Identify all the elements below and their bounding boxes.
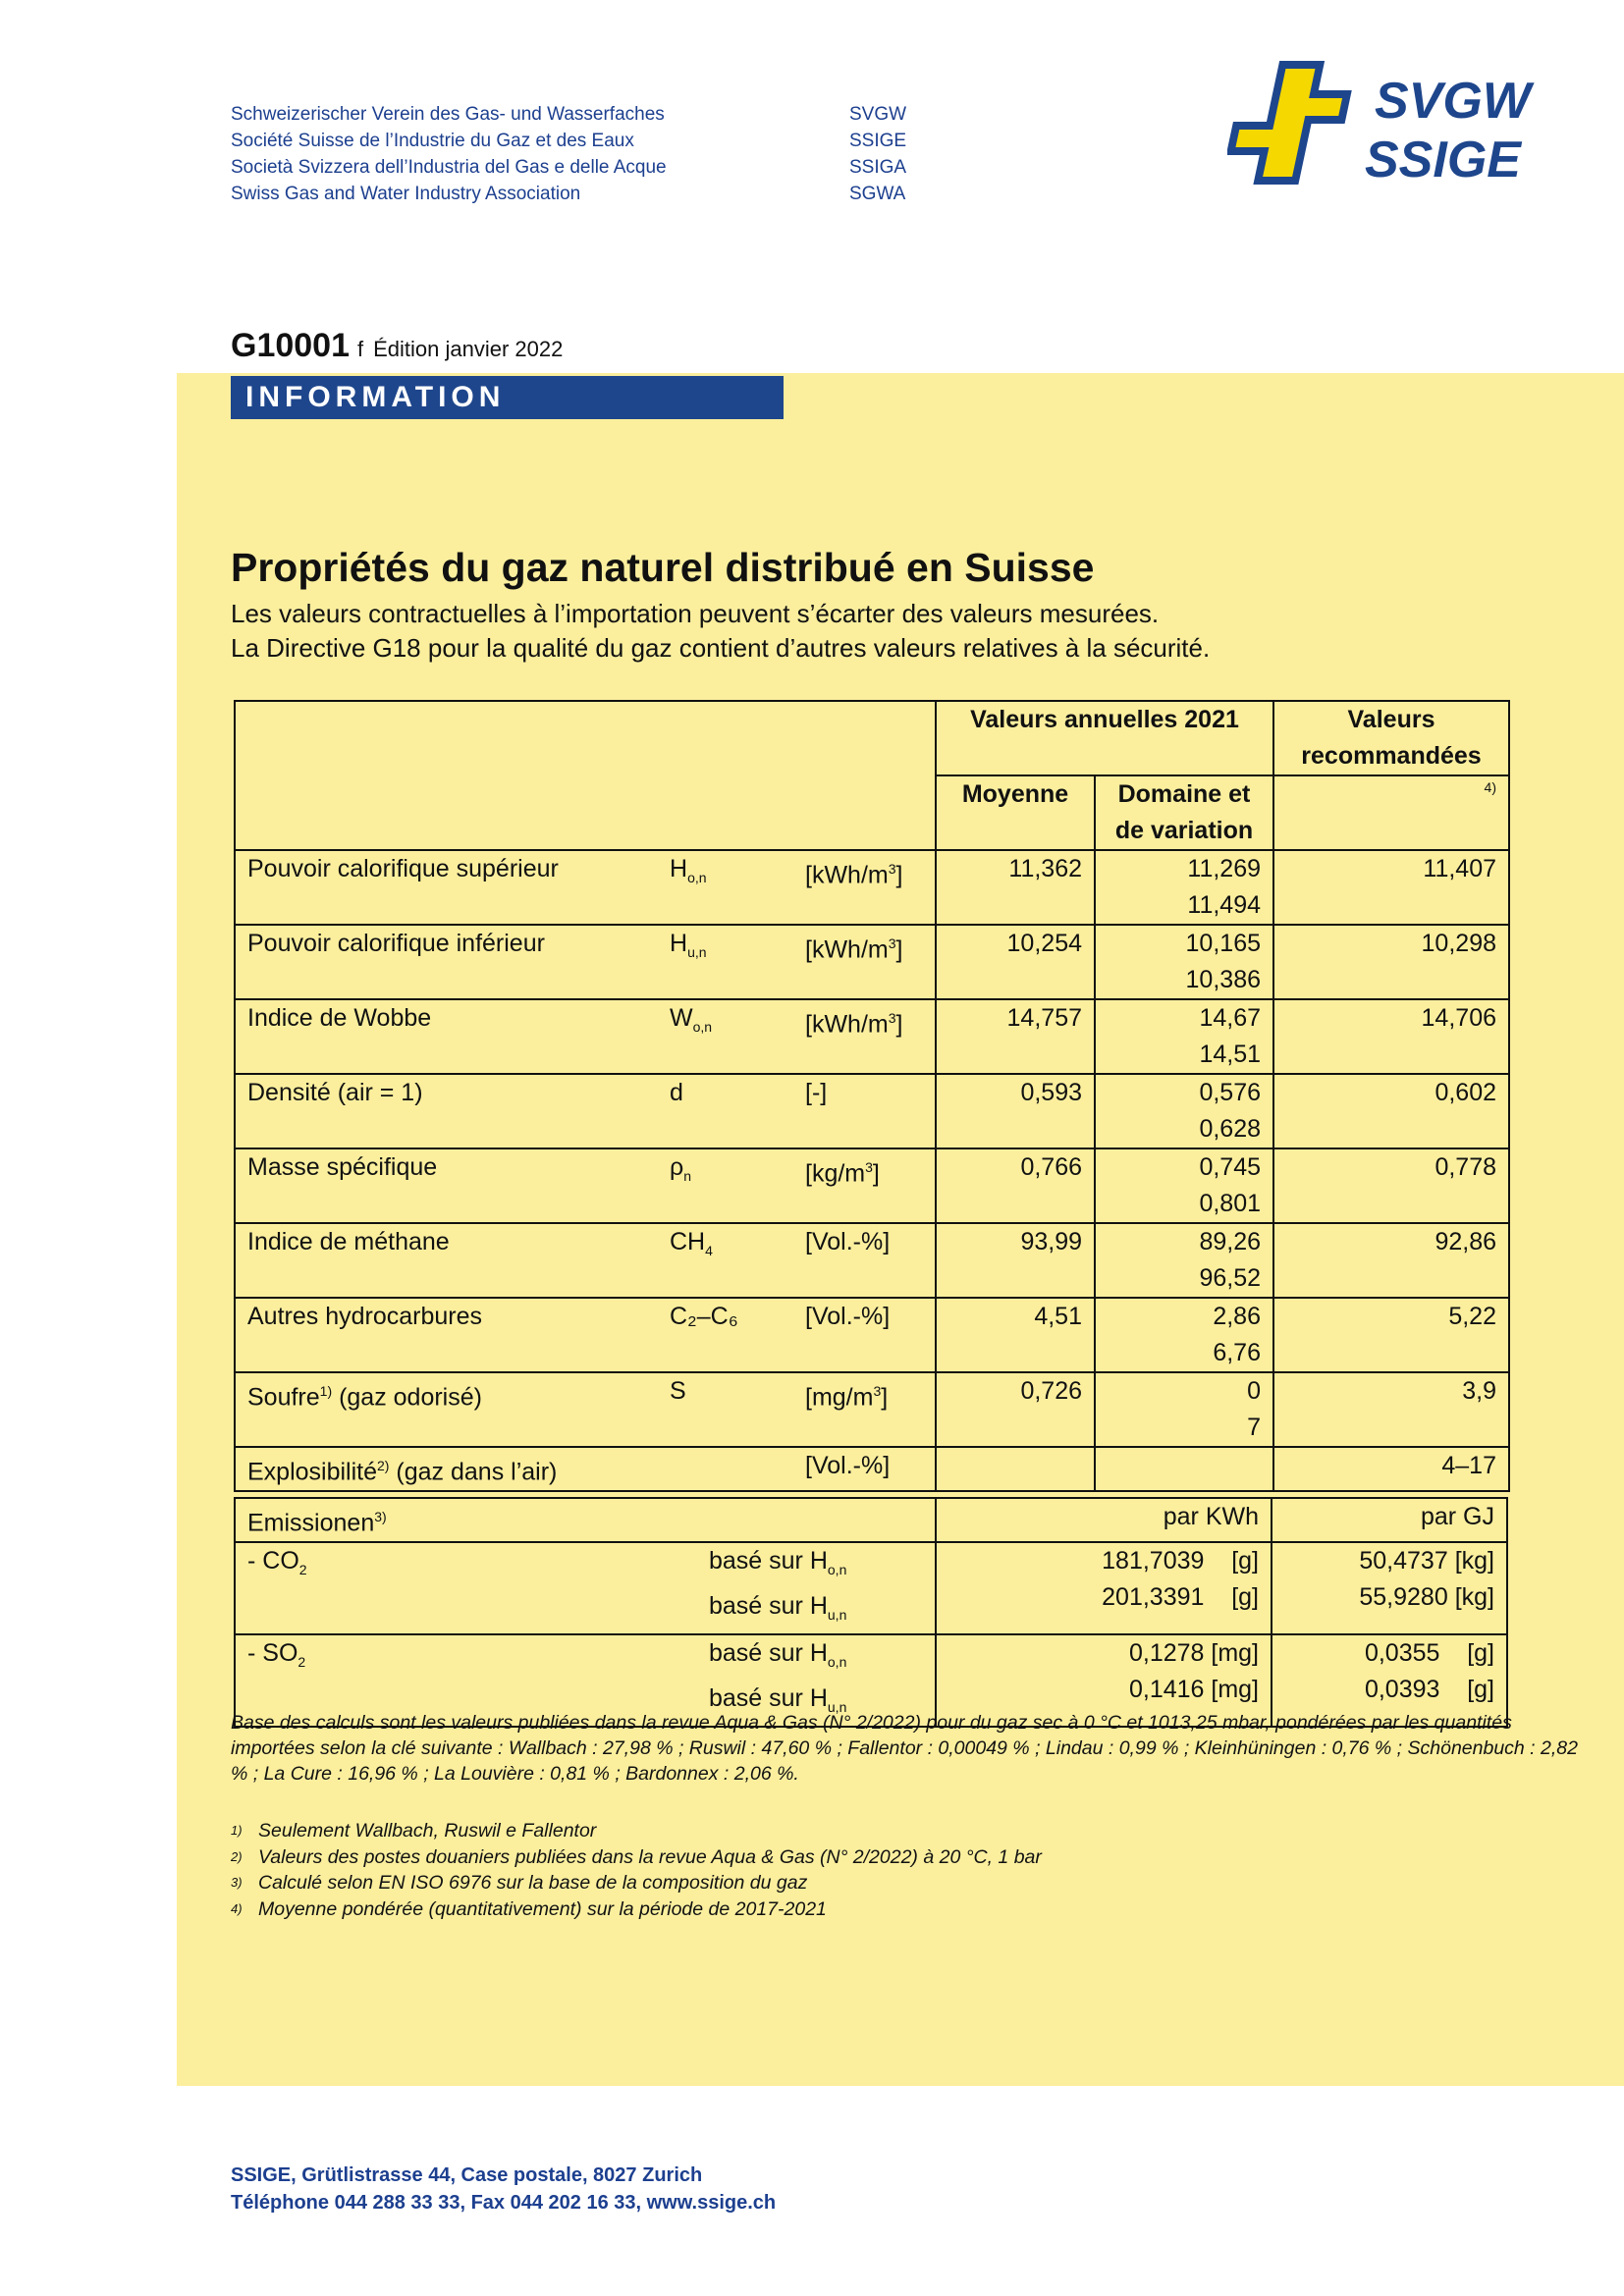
row-range: 2,86 6,76 <box>1095 1298 1273 1372</box>
row-mean: 14,757 <box>936 999 1095 1074</box>
header-annual-values <box>936 701 1273 775</box>
row-mean: 0,726 <box>936 1372 1095 1447</box>
footer-address <box>231 2162 776 2216</box>
header-annual-label: Valeurs annuelles 2021 <box>970 706 1239 733</box>
so2-per-kwh: 0,1278 [mg] 0,1416 [mg] <box>936 1634 1272 1727</box>
org-abbr-de: SVGW <box>849 104 907 125</box>
table-row <box>235 1074 1509 1148</box>
row-unit: $[kWh/m^3]$ <box>805 861 903 889</box>
emissions-table <box>234 1497 1508 1728</box>
footnote: 3) Calculé selon EN ISO 6976 sur la base de la composition du gaz <box>231 1872 808 1894</box>
row-unit: $[kWh/m^3]$ <box>805 1010 903 1039</box>
row-label: Indice de Wobbe <box>247 1004 432 1032</box>
header-range-line-2: de variation <box>1114 817 1254 844</box>
calculation-note: Base des calculs sont les valeurs publiées dans la revue Aqua & Gas (N° 2/2022) pour du gaz sec à 0 °C et 1013,25 mbar, pondérées par les quantités importées selon la clé suivante : Wallbach : 27,98 % ; Ruswil : 47,60 % ; Fallentor : 0,00049 % ; Lindau : 0,99 % ; Kleinhüningen : 0,76 % ; Schönenbuch : 2,82 % ; La Cure : 16,96 % ; La Louvière : 0,81 % ; Bardonnex : 2,06 %. <box>231 1712 1578 1785</box>
co2-label: - $CO_2$ <box>247 1547 307 1578</box>
row-range: 0 7 <box>1095 1372 1273 1447</box>
row-range: 0,745 0,801 <box>1095 1148 1273 1223</box>
row-symbol: C₂–C₆ <box>670 1303 738 1330</box>
document-language: f <box>357 337 364 361</box>
page-title: Propriétés du gaz naturel distribué en Suisse <box>231 545 1095 590</box>
row-unit: $[kWh/m^3]$ <box>805 935 903 964</box>
row-mean: 93,99 <box>936 1223 1095 1298</box>
header-mean <box>936 775 1095 850</box>
header-recommended-note <box>1273 775 1509 850</box>
table-row <box>235 1298 1509 1372</box>
row-unit: $[mg/m^3]$ <box>805 1383 889 1412</box>
row-unit: $[kg/m^3]$ <box>805 1159 880 1188</box>
basis-ho: basé sur $H_{o,n}$ <box>709 1547 847 1578</box>
so2-label: - $SO_2$ <box>247 1639 306 1671</box>
organization-names <box>231 101 667 207</box>
org-name-en: Swiss Gas and Water Industry Association <box>231 184 581 204</box>
logo-text-ssige: SSIGE <box>1365 132 1521 188</box>
row-unit: [Vol.-%] <box>805 1228 891 1255</box>
row-recommended: 3,9 <box>1273 1372 1509 1447</box>
table-row-explosibility <box>235 1447 1509 1491</box>
footnote: 1) Seulement Wallbach, Ruswil e Fallentor <box>231 1820 597 1842</box>
logo-text-svgw: SVGW <box>1375 73 1531 130</box>
row-symbol: $W_{o,n}$ <box>670 1004 713 1035</box>
row-label: Masse spécifique <box>247 1153 438 1181</box>
emissions-header-kwh: par KWh <box>936 1498 1272 1542</box>
row-mean: 0,593 <box>936 1074 1095 1148</box>
row-recommended: 11,407 <box>1273 850 1509 925</box>
row-label: Autres hydrocarbures <box>247 1303 483 1330</box>
table-row <box>235 1148 1509 1223</box>
header-blank-cell <box>235 701 936 850</box>
row-range: 89,26 96,52 <box>1095 1223 1273 1298</box>
subtitle-line-2: La Directive G18 pour la qualité du gaz contient d’autres valeurs relatives à la sécurité. <box>231 633 1211 663</box>
org-name-fr: Société Suisse de l’Industrie du Gaz et des Eaux <box>231 131 634 151</box>
header-range-line-1: Domaine et <box>1117 780 1251 808</box>
row-mean: 4,51 <box>936 1298 1095 1372</box>
row-label: Explosibilité$^{2)}$ (gaz dans l’air) <box>247 1458 558 1486</box>
row-label: Indice de méthane <box>247 1228 450 1255</box>
row-recommended: 0,778 <box>1273 1148 1509 1223</box>
row-label: Pouvoir calorifique inférieur <box>247 930 545 957</box>
row-unit: [Vol.-%] <box>805 1303 891 1330</box>
row-recommended: 92,86 <box>1273 1223 1509 1298</box>
table-row <box>235 1223 1509 1298</box>
row-unit: [-] <box>805 1079 828 1106</box>
header-mean-label: Moyenne <box>961 780 1069 808</box>
org-name-de: Schweizerischer Verein des Gas- und Wasserfaches <box>231 104 665 125</box>
emissions-header-gj: par GJ <box>1272 1498 1507 1542</box>
co2-per-kwh: 181,7039 [g] 201,3391 [g] <box>936 1542 1272 1634</box>
table-header-row <box>235 701 1509 775</box>
row-unit: [Vol.-%] <box>805 1452 891 1479</box>
row-recommended: 10,298 <box>1273 925 1509 999</box>
subtitle-line-1: Les valeurs contractuelles à l’importation peuvent s’écarter des valeurs mesurées. <box>231 599 1160 628</box>
header-recommended-note-mark: 4) <box>1484 779 1496 795</box>
table-row <box>235 1372 1509 1447</box>
subtitle <box>231 597 1210 666</box>
row-label: Pouvoir calorifique supérieur <box>247 855 559 882</box>
row-label: Densité (air = 1) <box>247 1079 423 1106</box>
basis-hu: basé sur $H_{u,n}$ <box>709 1684 847 1716</box>
row-symbol: S <box>670 1377 686 1405</box>
basis-ho: basé sur $H_{o,n}$ <box>709 1639 847 1671</box>
header-range <box>1095 775 1273 850</box>
row-symbol: $H_{o,n}$ <box>670 855 707 885</box>
svgw-logo <box>1227 57 1551 189</box>
header-recommended-line-1: Valeurs <box>1347 706 1435 733</box>
footnote: 4) Moyenne pondérée (quantitativement) sur la période de 2017-2021 <box>231 1897 827 1920</box>
footnotes <box>231 1818 1042 1922</box>
header-recommended-line-2: recommandées <box>1301 742 1482 770</box>
row-mean <box>936 1447 1095 1491</box>
so2-per-gj: 0,0355 [g] 0,0393 [g] <box>1272 1634 1507 1727</box>
document-edition: Édition janvier 2022 <box>373 337 564 361</box>
row-range <box>1095 1447 1273 1491</box>
row-label: Soufre$^{1)}$ (gaz odorisé) <box>247 1383 482 1412</box>
table-row <box>235 850 1509 925</box>
org-abbr-it: SSIGA <box>849 157 907 178</box>
properties-table <box>234 700 1510 1492</box>
row-symbol: $CH_4$ <box>670 1228 713 1258</box>
org-abbr-fr: SSIGE <box>849 131 907 151</box>
row-recommended: 14,706 <box>1273 999 1509 1074</box>
document-id <box>231 327 563 365</box>
row-recommended: 5,22 <box>1273 1298 1509 1372</box>
row-symbol: $H_{u,n}$ <box>670 930 707 960</box>
header-recommended <box>1273 701 1509 775</box>
footer-line-1: SSIGE, Grütlistrasse 44, Case postale, 8027 Zurich <box>231 2164 703 2186</box>
row-mean: 10,254 <box>936 925 1095 999</box>
org-name-it: Società Svizzera dell’Industria del Gas e delle Acque <box>231 157 667 178</box>
basis-hu: basé sur $H_{u,n}$ <box>709 1592 847 1624</box>
row-recommended: 0,602 <box>1273 1074 1509 1148</box>
row-range: 11,269 11,494 <box>1095 850 1273 925</box>
emissions-row-co2 <box>235 1542 1507 1634</box>
organization-abbreviations <box>849 101 906 207</box>
information-banner: INFORMATION <box>231 376 784 419</box>
row-recommended: 4–17 <box>1273 1447 1509 1491</box>
org-abbr-en: SGWA <box>849 184 906 204</box>
row-mean: 0,766 <box>936 1148 1095 1223</box>
emissions-header-row <box>235 1498 1507 1542</box>
table-row <box>235 999 1509 1074</box>
footer-line-2: Téléphone 044 288 33 33, Fax 044 202 16 33, www.ssige.ch <box>231 2192 777 2214</box>
row-range: 0,576 0,628 <box>1095 1074 1273 1148</box>
footnote: 2) Valeurs des postes douaniers publiées dans la revue Aqua & Gas (N° 2/2022) à 20 °C, 1 bar <box>231 1845 1042 1868</box>
row-range: 14,67 14,51 <box>1095 999 1273 1074</box>
table-row <box>235 925 1509 999</box>
co2-per-gj: 50,4737 [kg] 55,9280 [kg] <box>1272 1542 1507 1634</box>
emissions-header-label: Emissionen$^{3)}$ <box>235 1498 936 1542</box>
document-number: G10001 <box>231 327 350 364</box>
row-symbol: $\rho_n$ <box>670 1153 692 1184</box>
row-range: 10,165 10,386 <box>1095 925 1273 999</box>
row-symbol <box>670 1448 805 1490</box>
row-mean: 11,362 <box>936 850 1095 925</box>
row-symbol: d <box>670 1079 683 1106</box>
